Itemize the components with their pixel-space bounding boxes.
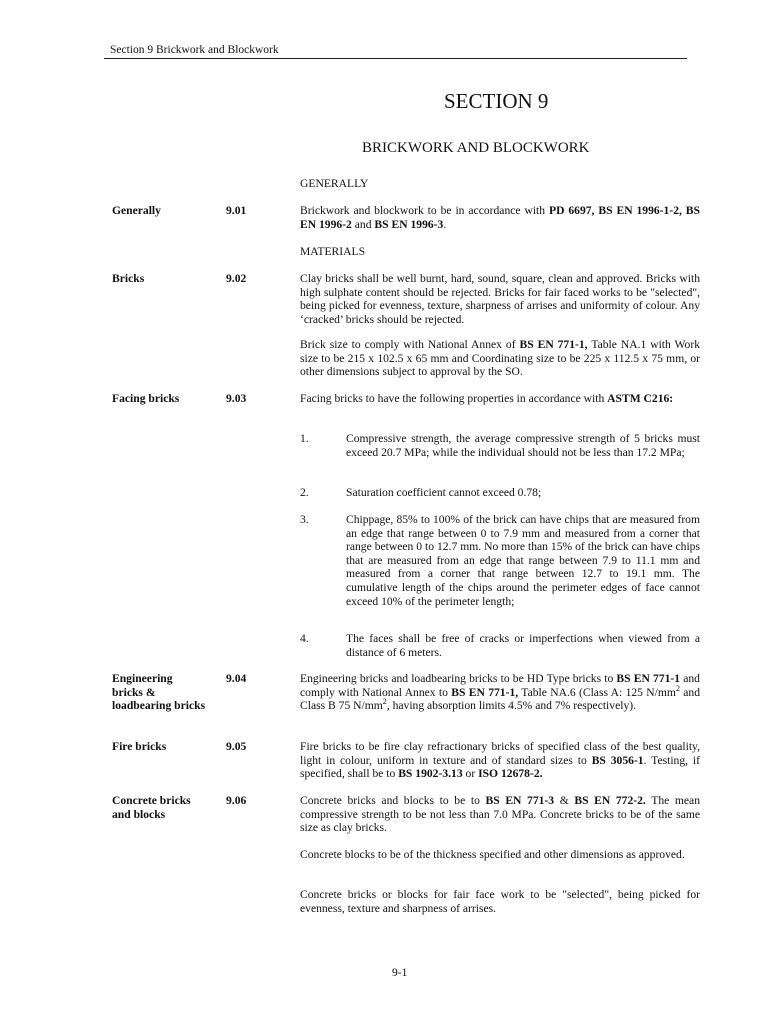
clause-label-fire-bricks: Fire bricks bbox=[112, 740, 167, 753]
heading-materials: MATERIALS bbox=[300, 245, 366, 258]
list-item-number: 2. bbox=[300, 486, 309, 499]
clause-text-9-03-intro: Facing bricks to have the following properties in accordance with ASTM C216: bbox=[300, 392, 674, 405]
list-item-text: Saturation coefficient cannot exceed 0.78; bbox=[346, 486, 542, 499]
header-rule bbox=[104, 58, 687, 59]
page-number: 9-1 bbox=[392, 967, 408, 979]
list-item-number: 4. bbox=[300, 632, 309, 645]
section-subtitle: BRICKWORK AND BLOCKWORK bbox=[362, 140, 590, 156]
clause-text-9-06-p3: Concrete bricks or blocks for fair face work to be "selected", being picked for evenness, texture and sharpness of arrises. bbox=[300, 888, 700, 915]
list-item-text: Compressive strength, the average compressive strength of 5 bricks must exceed 20.7 MPa; while the individual should not be less than 17.2 MPa; bbox=[346, 432, 700, 459]
clause-text-9-02-p1: Clay bricks shall be well burnt, hard, sound, square, clean and approved. Bricks with high sulphate content should be rejected. Bricks for fair faced works to be "selected", being picked for evenness, texture, sharpness of arrises and uniformity of colour. Any ‘cracked’ bricks should be rejected. bbox=[300, 272, 700, 326]
list-item-number: 3. bbox=[300, 513, 309, 526]
heading-generally: GENERALLY bbox=[300, 177, 369, 190]
clause-label-concrete-bricks: Concrete bricks and blocks bbox=[112, 794, 191, 821]
clause-number-9-05: 9.05 bbox=[226, 740, 247, 753]
clause-text-9-06-p2: Concrete blocks to be of the thickness specified and other dimensions as approved. bbox=[300, 848, 685, 861]
list-item-number: 1. bbox=[300, 432, 309, 445]
clause-text-9-02-p2: Brick size to comply with National Annex of BS EN 771-1, Table NA.1 with Work size to be 215 x 102.5 x 65 mm and Coordinating size to be 225 x 112.5 x 75 mm, or other dimensions subject to approval by the SO. bbox=[300, 338, 701, 379]
clause-number-9-01: 9.01 bbox=[226, 204, 247, 217]
clause-label-facing-bricks: Facing bricks bbox=[112, 392, 180, 405]
list-item-text: Chippage, 85% to 100% of the brick can have chips that are measured from an edge that range between 0 to 7.9 mm and measured from a corner that range between 0 to 12.7 mm. No more than 15% of the brick can have chips that are measured from an edge that range between 7.9 to 11.1 mm and measured from a corner that range between 12.7 to 19.1 mm. The cumulative length of the chips around the perimeter edges of face cannot exceed 10% of the perimeter length; bbox=[346, 513, 700, 608]
clause-number-9-04: 9.04 bbox=[226, 672, 247, 685]
clause-number-9-06: 9.06 bbox=[226, 794, 247, 807]
list-item-text: The faces shall be free of cracks or imperfections when viewed from a distance of 6 meters. bbox=[346, 632, 700, 659]
clause-label-engineering-bricks: Engineering bricks & loadbearing bricks bbox=[112, 672, 206, 712]
clause-text-9-04: Engineering bricks and loadbearing bricks to be HD Type bricks to BS EN 771-1 and comply with National Annex to BS EN 771-1, Table NA.6 (Class A: 125 $N/mm^2$ and Class B 75 $N/mm^2$, having absorption limits 4.5% and 7% respectively). bbox=[300, 672, 701, 713]
clause-label-generally: Generally bbox=[112, 204, 161, 217]
clause-text-9-05: Fire bricks to be fire clay refractionary bricks of specified class of the best quality, light in colour, uniform in texture and of standard sizes to BS 3056-1. Testing, if specified, shall be to BS 1902-3.13 or ISO 12678-2. bbox=[300, 740, 700, 781]
clause-label-bricks: Bricks bbox=[112, 272, 145, 285]
clause-text-9-01: Brickwork and blockwork to be in accordance with PD 6697, BS EN 1996-1-2, BS EN 1996-2 and BS EN 1996-3. bbox=[300, 204, 700, 231]
clause-number-9-03: 9.03 bbox=[226, 392, 247, 405]
running-header: Section 9 Brickwork and Blockwork bbox=[110, 44, 279, 56]
clause-number-9-02: 9.02 bbox=[226, 272, 247, 285]
section-title: SECTION 9 bbox=[444, 89, 549, 113]
clause-text-9-06-p1: Concrete bricks and blocks to be to BS EN 771-3 & BS EN 772-2. The mean compressive strength to be not less than 7.0 MPa. Concrete bricks to be of the same size as clay bricks. bbox=[300, 794, 701, 835]
